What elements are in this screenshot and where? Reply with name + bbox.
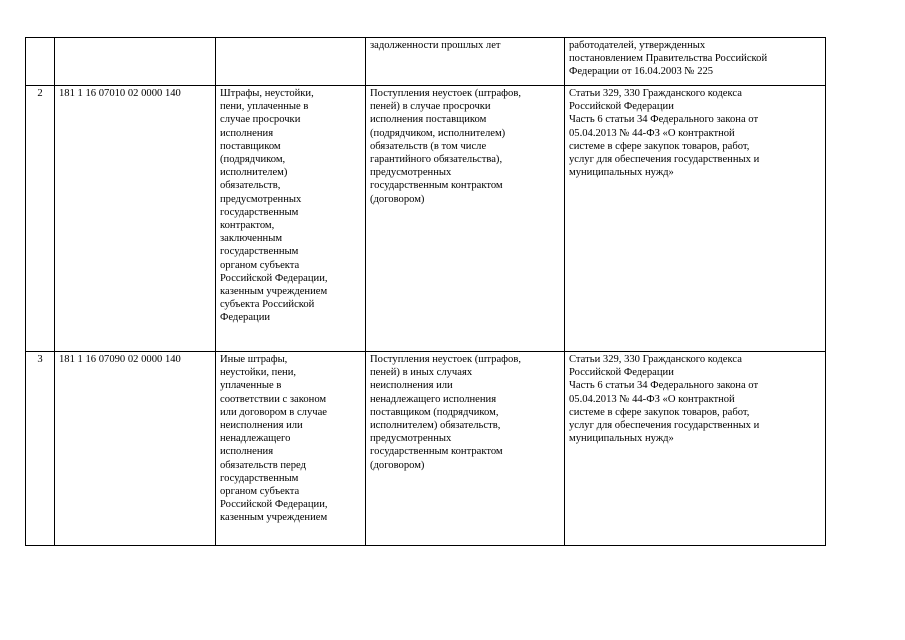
cell-text-line: Российской Федерации [569, 101, 674, 113]
name-cell [216, 352, 366, 546]
cell-text-line: Часть 6 статьи 34 Федерального закона от [569, 114, 759, 126]
cell-text-line: контрактом, [220, 220, 275, 232]
cell-text-line: муниципальных нужд» [569, 433, 674, 445]
cell-text-line: постановлением Правительства Российской [569, 53, 768, 65]
cell-text-line: 05.04.2013 № 44-ФЗ «О контрактной [569, 393, 735, 405]
cell-text-line: 05.04.2013 № 44-ФЗ «О контрактной [569, 127, 735, 139]
cell-text-line: или договором в случае [220, 406, 327, 418]
cell-text-line: Часть 6 статьи 34 Федерального закона от [569, 380, 759, 392]
cell-text-line: задолженности прошлых лет [370, 40, 501, 51]
cell-text-line: работодателей, утвержденных [569, 40, 706, 51]
cell-text-line: Российской Федерации, [220, 499, 328, 511]
cell-text-line: уплаченные в [220, 380, 282, 392]
cell-text-line: обязательств (в том числе [370, 140, 487, 152]
cell-text-line: системе в сфере закупок товаров, работ, [569, 140, 750, 152]
table-row [26, 38, 826, 86]
cell-text-line: органом субъекта [220, 259, 300, 271]
cell-text-line: предусмотренных [370, 167, 452, 179]
cell-text-line: неустойки, пени, [220, 367, 297, 379]
cell-text-line: органом субъекта [220, 486, 300, 498]
cell-text-line: Штрафы, неустойки, [220, 88, 314, 99]
cell-text-line: поставщиком (подрядчиком, [370, 406, 499, 418]
cell-text-line: Статьи 329, 330 Гражданского кодекса [569, 354, 742, 365]
cell-text-line: предусмотренных [220, 193, 302, 205]
description-cell [366, 38, 565, 86]
cell-text-line: Иные штрафы, [220, 354, 288, 365]
name-cell [216, 86, 366, 352]
cell-text-line: казенным учреждением [220, 512, 328, 524]
cell-text-line: субъекта Российской [220, 299, 315, 311]
cell-text-line: Федерации [220, 312, 271, 324]
cell-text-line: исполнения [220, 127, 274, 139]
row-number-cell [26, 38, 55, 86]
basis-cell [565, 38, 826, 86]
cell-text-line: неисполнения или [220, 420, 303, 432]
cell-text-line: ненадлежащего [220, 433, 291, 445]
cell-text-line: Статьи 329, 330 Гражданского кодекса [569, 88, 742, 99]
description-cell [366, 86, 565, 352]
cell-text-line: обязательств перед [220, 459, 306, 471]
basis-cell [565, 86, 826, 352]
table-row [26, 352, 826, 546]
cell-text-line: ненадлежащего исполнения [370, 393, 497, 405]
cell-text-line: исполнения [220, 446, 274, 458]
cell-text-line: поставщиком [220, 140, 281, 152]
cell-text-line: исполнения поставщиком [370, 114, 487, 126]
cell-text-line: Поступления неустоек (штрафов, [370, 88, 521, 99]
cell-text-line: исполнителем) обязательств, [370, 420, 501, 432]
cell-text-line: государственным [220, 206, 299, 218]
cell-text-line: Российской Федерации, [220, 272, 328, 284]
cell-text-line: государственным контрактом [370, 180, 503, 192]
cell-text-line: неисполнения или [370, 380, 453, 392]
row-number-cell: 2 [26, 86, 55, 352]
description-cell [366, 352, 565, 546]
cell-text-line: пени, уплаченные в [220, 101, 309, 113]
budget-codes-table [25, 37, 826, 546]
cell-text-line: услуг для обеспечения государственных и [569, 420, 760, 432]
cell-text-line: исполнителем) [220, 167, 288, 179]
row-number-cell: 3 [26, 352, 55, 546]
cell-text-line: предусмотренных [370, 433, 452, 445]
cell-text-line: обязательств, [220, 180, 281, 192]
cell-text-line: заключенным [220, 233, 283, 245]
code-cell: 181 1 16 07090 02 0000 140 [55, 352, 216, 546]
cell-text-line: Российской Федерации [569, 367, 674, 379]
cell-text-line: (подрядчиком, [220, 154, 286, 166]
code-cell: 181 1 16 07010 02 0000 140 [55, 86, 216, 352]
cell-text-line: казенным учреждением [220, 286, 328, 298]
basis-cell [565, 352, 826, 546]
cell-text-line: государственным контрактом [370, 446, 503, 458]
code-cell [55, 38, 216, 86]
cell-text-line: Поступления неустоек (штрафов, [370, 354, 521, 365]
cell-text-line: (договором) [370, 193, 425, 205]
cell-text-line: государственным [220, 246, 299, 258]
cell-text-line: муниципальных нужд» [569, 167, 674, 179]
cell-text-line: (договором) [370, 459, 425, 471]
table-row [26, 86, 826, 352]
cell-text-line: (подрядчиком, исполнителем) [370, 127, 506, 139]
cell-text-line: государственным [220, 472, 299, 484]
name-cell [216, 38, 366, 86]
cell-text-line: соответствии с законом [220, 393, 327, 405]
cell-text-line: пеней) в иных случаях [370, 367, 473, 379]
cell-text-line: системе в сфере закупок товаров, работ, [569, 406, 750, 418]
cell-text-line: гарантийного обязательства), [370, 154, 503, 166]
cell-text-line: случае просрочки [220, 114, 301, 126]
cell-text-line: Федерации от 16.04.2003 № 225 [569, 66, 714, 78]
cell-text-line: услуг для обеспечения государственных и [569, 154, 760, 166]
cell-text-line: пеней) в случае просрочки [370, 101, 491, 113]
